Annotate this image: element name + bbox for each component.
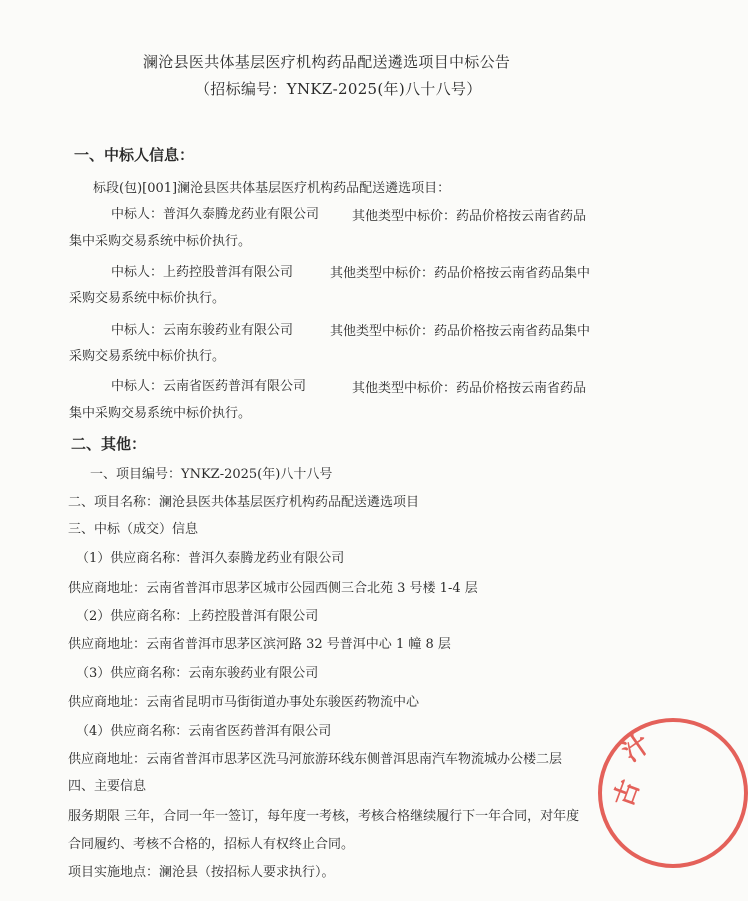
winner-4-name: 中标人：云南省医药普洱有限公司 (111, 379, 307, 394)
supplier-1-address: 供应商地址：云南省普洱市思茅区城市公园西侧三合北苑 3 号楼 1-4 层 (68, 581, 478, 596)
project-name: 二、项目名称：澜沧县医共体基层医疗机构药品配送遴选项目 (68, 495, 420, 510)
winner-2-name: 中标人：上药控股普洱有限公司 (111, 265, 294, 280)
project-number: 一、项目编号：YNKZ-2025(年)八十八号 (90, 467, 333, 482)
seal-glyph-bottom: 古 (608, 776, 646, 811)
service-period-line-1: 服务期限 三年，合同一年一签订，每年度一考核，考核合格继续履行下一年合同，对年度 (68, 809, 580, 824)
supplier-4-address: 供应商地址：云南省普洱市思茅区洗马河旅游环线东侧普洱思南汽车物流城办公楼二层 (68, 752, 563, 767)
winner-3-price-cont: 采购交易系统中标价执行。 (69, 349, 226, 364)
supplier-3-name: （3）供应商名称：云南东骏药业有限公司 (76, 666, 319, 681)
supplier-2-address: 供应商地址：云南省普洱市思茅区滨河路 32 号普洱中心 1 幢 8 层 (68, 637, 451, 652)
winner-3-name: 中标人：云南东骏药业有限公司 (111, 323, 294, 338)
winner-1-name: 中标人：普洱久泰腾龙药业有限公司 (111, 207, 320, 222)
winner-4-price: 其他类型中标价：药品价格按云南省药品 (352, 381, 587, 396)
seal-glyph-top: 汁 (617, 728, 656, 769)
supplier-3-address: 供应商地址：云南省昆明市马街街道办事处东骏医药物流中心 (68, 695, 420, 710)
winner-3-price: 其他类型中标价：药品价格按云南省药品集中 (330, 324, 591, 339)
main-info-heading: 四、主要信息 (68, 779, 147, 794)
winner-2-price: 其他类型中标价：药品价格按云南省药品集中 (330, 266, 591, 281)
official-seal (598, 718, 748, 868)
winner-1-price: 其他类型中标价：药品价格按云南省药品 (352, 209, 587, 224)
supplier-1-name: （1）供应商名称：普洱久泰腾龙药业有限公司 (76, 551, 345, 566)
result-heading: 三、中标（成交）信息 (68, 522, 199, 537)
supplier-2-name: （2）供应商名称：上药控股普洱有限公司 (76, 609, 319, 624)
package-line: 标段(包)[001]澜沧县医共体基层医疗机构药品配送遴选项目： (93, 181, 451, 196)
project-location: 项目实施地点：澜沧县（按招标人要求执行）。 (68, 865, 335, 880)
section2-heading: 二、其他： (71, 435, 147, 453)
winner-1-price-cont: 集中采购交易系统中标价执行。 (69, 234, 252, 249)
service-period-line-2: 合同履约、考核不合格的，招标人有权终止合同。 (68, 837, 355, 852)
section1-heading: 一、中标人信息： (74, 146, 195, 164)
supplier-4-name: （4）供应商名称：云南省医药普洱有限公司 (76, 724, 332, 739)
document-title: 澜沧县医共体基层医疗机构药品配送遴选项目中标公告 (143, 53, 511, 71)
winner-4-price-cont: 集中采购交易系统中标价执行。 (69, 406, 252, 421)
document-subtitle: （招标编号：YNKZ-2025(年)八十八号） (195, 80, 482, 98)
winner-2-price-cont: 采购交易系统中标价执行。 (69, 291, 226, 306)
